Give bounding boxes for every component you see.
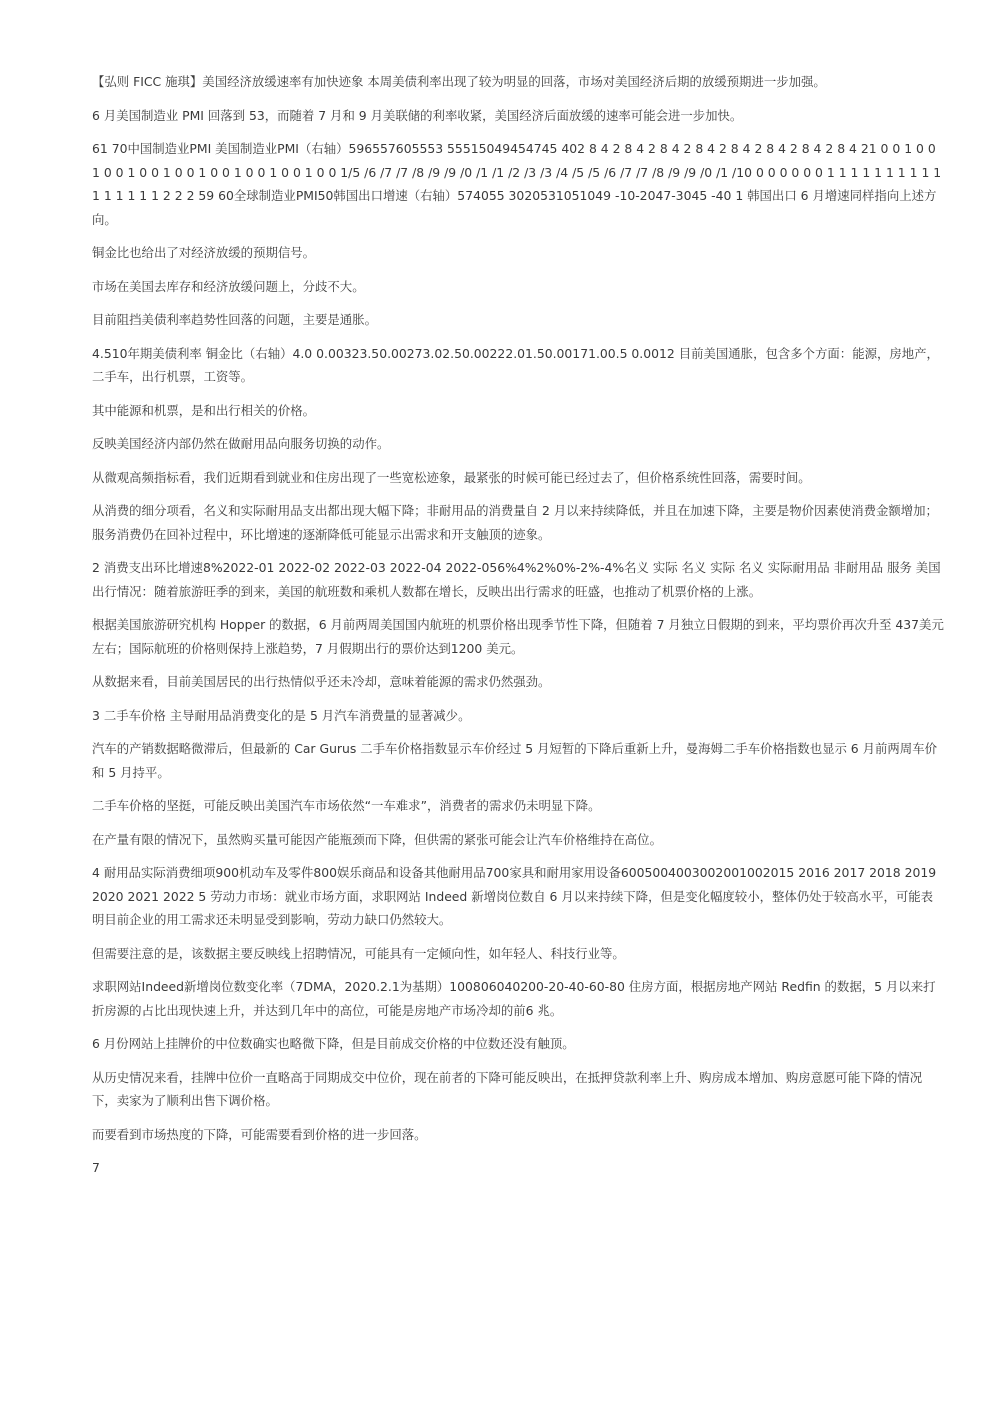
paragraph-used-car-demand: 二手车价格的坚挺，可能反映出美国汽车市场依然“一车难求”，消费者的需求仍未明显下降。: [92, 798, 601, 813]
paragraph-indeed-housing: 求职网站Indeed新增岗位数变化率（7DMA，2020.2.1为基期）100806040200-20-40-60-80 住房方面，根据房地产网站 Redfin 的数据，5 月以来打折房源的占比出现快速上升，并达到几年中的高位，可能是房地产市场冷却的前6 兆。: [92, 979, 936, 1018]
paragraph-consumption-breakdown: 从消费的细分项看，名义和实际耐用品支出都出现大幅下降；非耐用品的消费量自 2 月以来持续降低，并且在加速下降，主要是物价因素使消费金额增加；服务消费仍在回补过程中，环比增速的逐渐降低可能显示出需求和开支触顶的迹象。: [92, 503, 938, 542]
paragraph-durables-chart-labor: 4 耐用品实际消费细项900机动车及零件800娱乐商品和设备其他耐用品700家具和耐用家用设备6005004003002001002015 2016 2017 2018 2019 2020 2021 2022 5 劳动力市场：就业市场方面，求职网站 Indeed 新增岗位数自 6 月以来持续下降，但是变化幅度较小，整体仍处于较高水平，可能表明目前企业的用工需求还未明显受到影响，劳动力缺口仍然较大。: [92, 865, 937, 927]
paragraph-energy-airfare: 其中能源和机票，是和出行相关的价格。: [92, 402, 316, 418]
paragraph-treasury-chart-text: 4.510年期美债利率 铜金比（右轴）4.0 0.00323.50.00273.02.50.00222.01.50.00171.00.5 0.0012 目前美国通胀，包含多个方面：能源，房地产，二手车，出行机票，工资等。: [92, 345, 939, 384]
document-page: [92, 70, 944, 1190]
paragraph-car-supply: 在产量有限的情况下，虽然购买量可能因产能瓶颈而下降，但供需的紧张可能会让汽车价格维持在高位。: [92, 831, 662, 847]
paragraph-consumption-chart-text: 2 消费支出环比增速8%2022-01 2022-02 2022-03 2022-04 2022-056%4%2%0%-2%-4%名义 实际 名义 实际 名义 实际耐用品 非耐用品 服务 美国出行情况：随着旅游旺季的到来，美国的航班数和乘机人数都在增长，反映出出行需求的旺盛，也推动了机票价格的上涨。: [92, 560, 941, 599]
paragraph-micro-indicators: 从微观高频指标看，我们近期看到就业和住房出现了一些宽松迹象，最紧张的时候可能已经过去了，但价格系统性回落，需要时间。: [92, 469, 811, 485]
paragraph-used-car-heading: 3 二手车价格 主导耐用品消费变化的是 5 月汽车消费量的显著减少。: [92, 707, 471, 723]
paragraph-listing-price: 6 月份网站上挂牌价的中位数确实也略微下降，但是目前成交价格的中位数还没有触顶。: [92, 1036, 575, 1051]
paragraph-inflation: 目前阻挡美债利率趋势性回落的问题，主要是通胀。: [92, 312, 377, 327]
paragraph-hopper-data: 根据美国旅游研究机构 Hopper 的数据，6 月前两周美国国内航班的机票价格出现季节性下降，但随着 7 月独立日假期的到来，平均票价再次升至 437美元左右；国际航班的价格则保持上涨趋势，7 月假期出行的票价达到1200 美元。: [92, 617, 944, 656]
paragraph-used-car-index: 汽车的产销数据略微滞后，但最新的 Car Gurus 二手车价格指数显示车价经过 5 月短暂的下降后重新上升，曼海姆二手车价格指数也显示 6 月前两周车价和 5 月持平。: [92, 741, 937, 780]
paragraph-market-heat: 而要看到市场热度的下降，可能需要看到价格的进一步回落。: [92, 1126, 427, 1142]
paragraph-pmi-chart-text: 61 70中国制造业PMI 美国制造业PMI（右轴）596557605553 55515049454745 402 8 4 2 8 4 2 8 4 2 8 4 2 8 4 2 8 4 2 8 4 2 8 4 21 0 0 1 0 0 1 0 0 1 0 0 1 0 0 1 0 0 1 0 0 1 0 0 1 0 0 1/5 /6 /7 /7 /8 /9 /9 /0 /1 /1 /2 /3 /3 /4 /5 /5 /6 /7 /7 /8 /9 /9 /0 /1 /10 0 0 0 0 0 0 1 1 1 1 1 1 1 1 1 1 1 1 1 1 1 1 2 2 2 59 60全球制造业PMI50韩国出口增速（右轴）574055 3020531051049 -10-2047-3045 -40 1 韩国出口 6 月增速同样指向上述方向。: [92, 141, 942, 227]
paragraph-copper-gold: 铜金比也给出了对经济放缓的预期信号。: [92, 245, 316, 260]
paragraph-durables-to-services: 反映美国经济内部仍然在做耐用品向服务切换的动作。: [92, 436, 390, 451]
paragraph-listing-history: 从历史情况来看，挂牌中位价一直略高于同期成交中位价，现在前者的下降可能反映出，在抵押贷款利率上升、购房成本增加、购房意愿可能下降的情况下，卖家为了顺利出售下调价格。: [92, 1069, 923, 1108]
paragraph-indeed-caveat: 但需要注意的是，该数据主要反映线上招聘情况，可能具有一定倾向性，如年轻人、科技行业等。: [92, 945, 625, 961]
paragraph-travel-demand: 从数据来看，目前美国居民的出行热情似乎还未冷却，意味着能源的需求仍然强劲。: [92, 674, 551, 689]
paragraph-us-pmi: 6 月美国制造业 PMI 回落到 53，而随着 7 月和 9 月美联储的利率收紧，美国经济后面放缓的速率可能会进一步加快。: [92, 107, 743, 123]
page-number: 7: [92, 1160, 100, 1175]
paragraph-intro: 【弘则 FICC 施琪】美国经济放缓速率有加快迹象 本周美债利率出现了较为明显的回落，市场对美国经济后期的放缓预期进一步加强。: [92, 74, 826, 89]
paragraph-consensus: 市场在美国去库存和经济放缓问题上，分歧不大。: [92, 278, 365, 294]
